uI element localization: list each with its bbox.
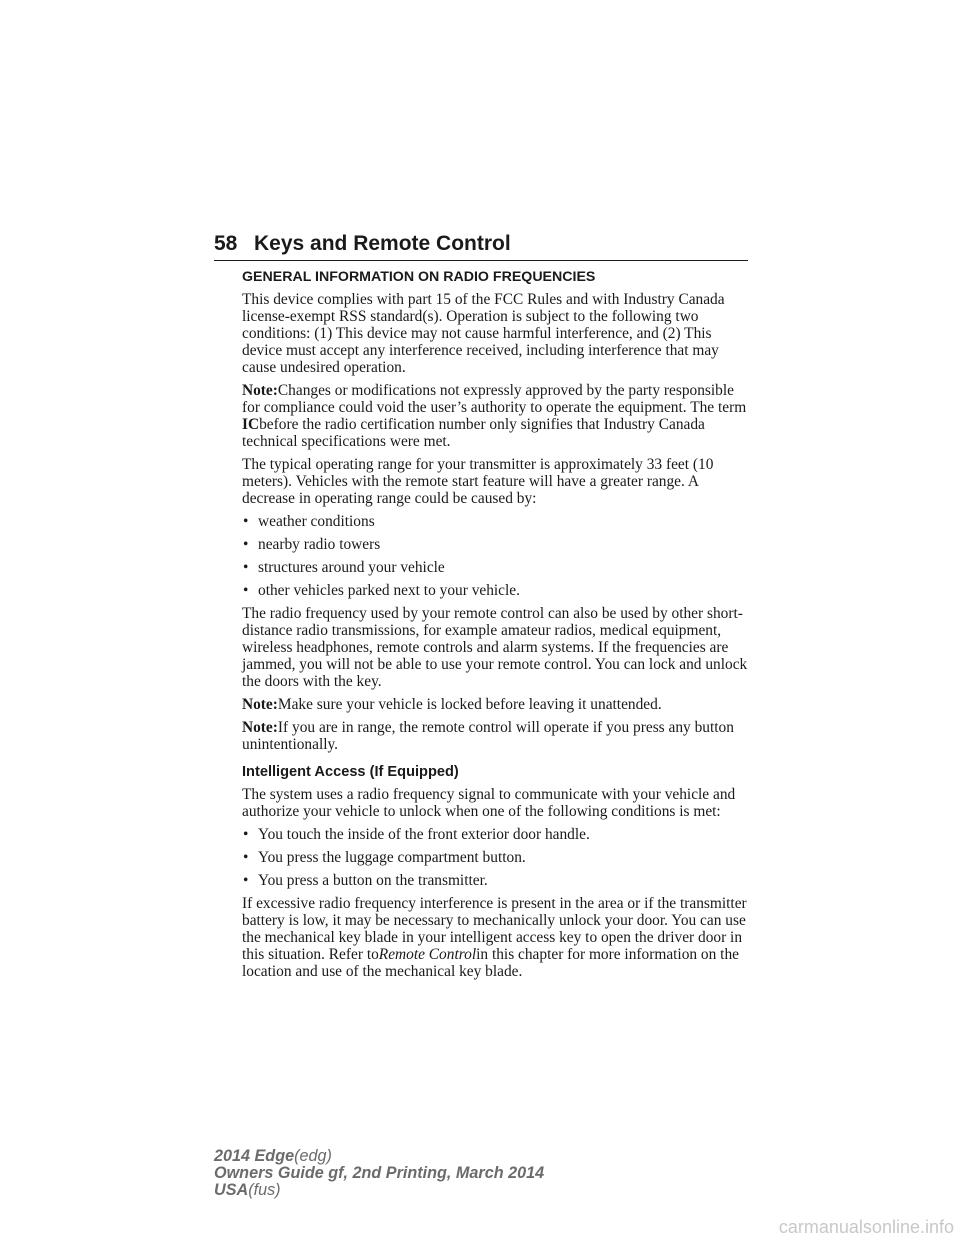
- interference-paragraph: If excessive radio frequency interference is present in the area or if the transmitter battery is low, it may be necessary to mechanically unlock your door. You can use the mechanical key blade in your intelligent access key to open the driver door in this situation. Refer toRemote Controlin this chapter for more information on the location and use of the mechanical key blade.: [242, 895, 747, 980]
- bullet-icon: •: [243, 826, 249, 843]
- list-item: • structures around your vehicle: [243, 559, 445, 576]
- note-range: Note:If you are in range, the remote control will operate if you press any button unintentionally.: [242, 719, 734, 753]
- footer-model-line: 2014 Edge(edg): [214, 1147, 332, 1165]
- note-label: Note:: [242, 696, 278, 713]
- list-item: • nearby radio towers: [243, 536, 381, 553]
- bullet-icon: •: [243, 582, 249, 599]
- list-item: • weather conditions: [243, 513, 375, 530]
- note-label: Note:: [242, 719, 278, 736]
- list-item: • You press the luggage compartment button.: [243, 849, 526, 866]
- bullet-icon: •: [243, 513, 249, 530]
- footer-printing-line: Owners Guide gf, 2nd Printing, March 2014: [214, 1164, 545, 1182]
- bullet-icon: •: [243, 536, 249, 553]
- bullet-icon: •: [243, 849, 249, 866]
- note-label: Note:: [242, 382, 278, 399]
- page-content: [242, 268, 750, 986]
- watermark: carmanualsonline.info: [778, 1217, 954, 1237]
- frequency-paragraph: The radio frequency used by your remote control can also be used by other short-distance radio transmissions, for example amateur radios, medical equipment, wireless headphones, remote controls and alarm systems. If the frequencies are jammed, you will not be able to use your remote control. You can lock and unlock the doors with the key.: [242, 605, 748, 690]
- page-header: [214, 230, 748, 261]
- footer-market-line: USA(fus): [214, 1181, 281, 1199]
- fcc-paragraph: This device complies with part 15 of the FCC Rules and with Industry Canada license-exempt RSS standard(s). Operation is subject to the following two conditions: (1) This device may not cause harmful interference, and (2) This device must accept any interference received, including interference that may cause undesired operation.: [242, 291, 725, 376]
- remote-control-reference: Remote Control: [378, 946, 477, 963]
- list-item: • other vehicles parked next to your vehicle.: [243, 582, 520, 599]
- subheading-intelligent-access: Intelligent Access (If Equipped): [242, 764, 459, 780]
- bullet-icon: •: [243, 559, 249, 576]
- page-number: 58: [214, 232, 238, 255]
- page-footer: [214, 1148, 544, 1199]
- note-modifications: Note:Changes or modifications not expressly approved by the party responsible for compliance could void the user’s authority to operate the equipment. The term ICbefore the radio certification number only signifies that Industry Canada technical specifications were met.: [242, 382, 747, 450]
- section-heading: GENERAL INFORMATION ON RADIO FREQUENCIES: [242, 269, 596, 285]
- range-paragraph: The typical operating range for your transmitter is approximately 33 feet (10 meters). Vehicles with the remote start feature will have a greater range. A decrease in operating range could be caused by:: [242, 456, 714, 507]
- list-item: • You press a button on the transmitter.: [243, 872, 488, 889]
- ic-term: IC: [242, 416, 260, 433]
- access-paragraph: The system uses a radio frequency signal to communicate with your vehicle and authorize your vehicle to unlock when one of the following conditions is met:: [242, 786, 736, 820]
- bullet-icon: •: [243, 872, 249, 889]
- chapter-title: Keys and Remote Control: [254, 232, 511, 255]
- list-item: • You touch the inside of the front exterior door handle.: [243, 826, 590, 843]
- note-locked: Note:Make sure your vehicle is locked before leaving it unattended.: [242, 696, 662, 713]
